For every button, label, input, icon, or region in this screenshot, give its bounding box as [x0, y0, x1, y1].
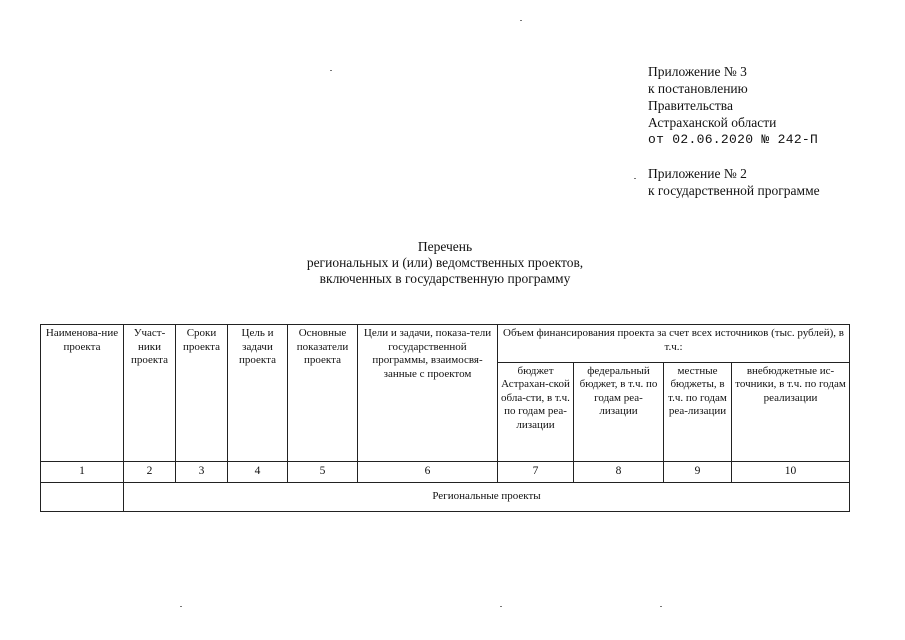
- title-line: включенных в государственную программу: [319, 271, 571, 286]
- appendix-date-number: от 02.06.2020 № 242-П: [648, 132, 819, 147]
- scan-speck: [520, 20, 522, 21]
- document-title: [230, 239, 660, 287]
- header-cell: федеральный бюджет, в т.ч. по годам реа-лизации: [574, 362, 664, 461]
- column-number: 5: [288, 462, 358, 483]
- appendix-line: Правительства: [648, 98, 733, 113]
- appendix-line: Астраханской области: [648, 115, 777, 130]
- column-number: 7: [498, 462, 574, 483]
- column-number-row: [41, 462, 850, 483]
- spacer: [648, 148, 820, 165]
- appendix-line: Приложение № 2: [648, 166, 747, 181]
- appendix-line: к государственной программе: [648, 183, 820, 198]
- title-line: региональных и (или) ведомственных проектов,: [306, 255, 584, 270]
- header-cell: Сроки проекта: [176, 325, 228, 462]
- column-number: 1: [41, 462, 124, 483]
- title-line: Перечень: [417, 239, 473, 254]
- header-cell: Цель и задачи проекта: [228, 325, 288, 462]
- empty-cell: [41, 483, 124, 512]
- scan-speck: [180, 606, 182, 607]
- section-row: [41, 483, 850, 512]
- column-number: 6: [358, 462, 498, 483]
- scan-speck: [634, 178, 636, 179]
- header-cell: бюджет Астрахан-ской обла-сти, в т.ч. по годам реа-лизации: [498, 362, 574, 461]
- scan-speck: [500, 606, 502, 607]
- appendix-block: [648, 63, 820, 199]
- column-number: 3: [176, 462, 228, 483]
- appendix-line: Приложение № 3: [648, 64, 747, 79]
- column-number: 4: [228, 462, 288, 483]
- scan-speck: [330, 70, 332, 71]
- column-number: 2: [124, 462, 176, 483]
- header-cell: Основные показатели проекта: [288, 325, 358, 462]
- projects-table: [40, 324, 850, 512]
- column-number: 8: [574, 462, 664, 483]
- header-cell: Цели и задачи, показа-тели государственной программы, взаимосвя-занные с проектом: [358, 325, 498, 462]
- column-number: 9: [664, 462, 732, 483]
- header-cell: Наименова-ние проекта: [41, 325, 124, 462]
- scan-speck: [660, 606, 662, 607]
- header-cell: Участ-ники проекта: [124, 325, 176, 462]
- header-cell: местные бюджеты, в т.ч. по годам реа-лизации: [664, 362, 732, 461]
- header-row: [41, 325, 850, 363]
- column-number: 10: [732, 462, 850, 483]
- appendix-line: к постановлению: [648, 81, 748, 96]
- section-label: Региональные проекты: [124, 483, 850, 512]
- header-cell: внебюджетные ис-точники, в т.ч. по годам реализации: [732, 362, 850, 461]
- header-group-cell: Объем финансирования проекта за счет всех источников (тыс. рублей), в т.ч.:: [498, 325, 850, 363]
